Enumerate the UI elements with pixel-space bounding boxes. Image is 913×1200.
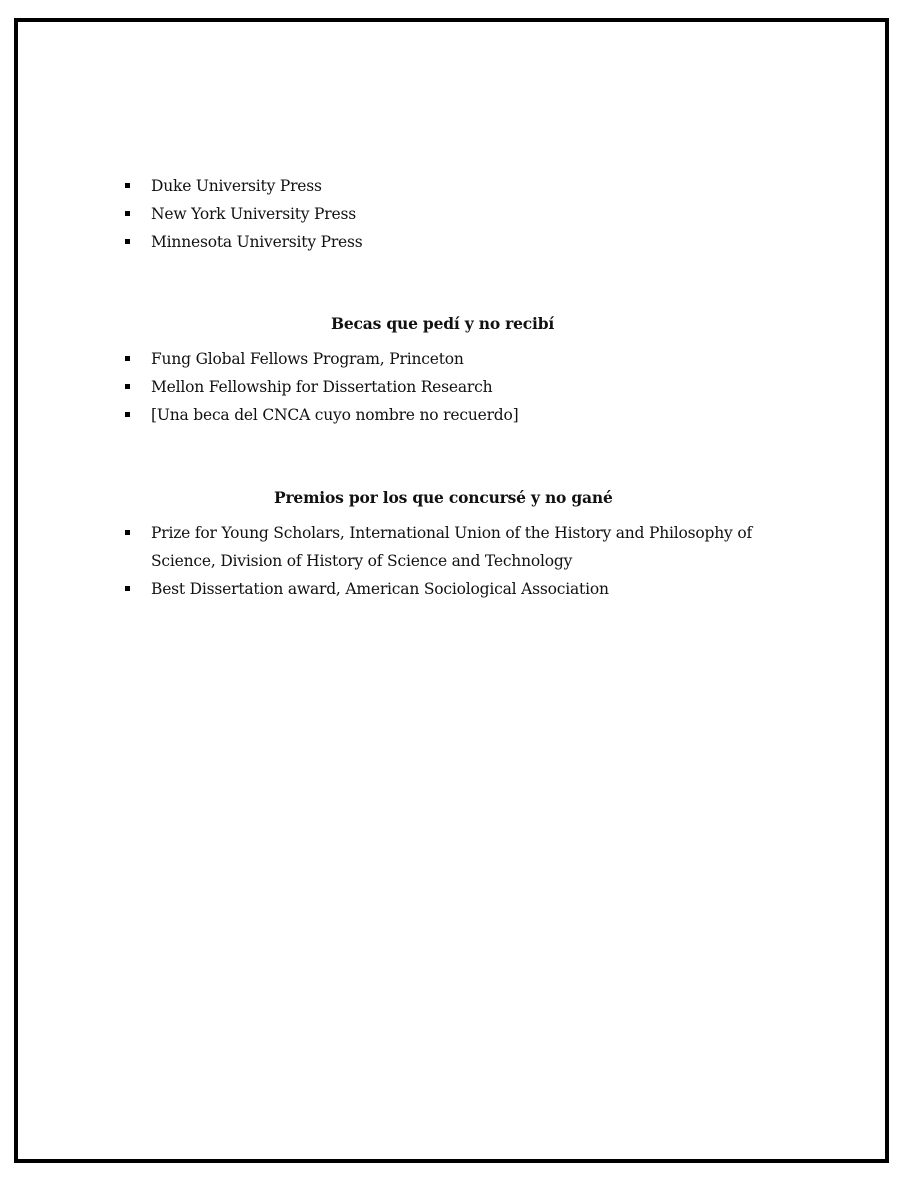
- presses-list: [114, 172, 811, 256]
- square-bullet-icon: [125, 211, 130, 216]
- list-item: [114, 401, 811, 429]
- list-item-text: Duke University Press: [151, 177, 322, 195]
- square-bullet-icon: [125, 530, 130, 535]
- square-bullet-icon: [125, 356, 130, 361]
- list-item-text: Minnesota University Press: [151, 233, 363, 251]
- list-item: [114, 519, 811, 575]
- becas-list: [114, 345, 811, 429]
- list-item: [114, 345, 811, 373]
- list-item-text: Best Dissertation award, American Sociological Association: [151, 580, 609, 598]
- square-bullet-icon: [125, 384, 130, 389]
- list-item: [114, 200, 811, 228]
- list-item-text: Prize for Young Scholars, International Union of the History and Philosophy of Science, Division of History of Science and Technology: [151, 524, 753, 570]
- square-bullet-icon: [125, 412, 130, 417]
- list-item-text: New York University Press: [151, 205, 356, 223]
- list-item: [114, 373, 811, 401]
- page-frame: [14, 18, 889, 1163]
- list-item-text: Mellon Fellowship for Dissertation Research: [151, 378, 493, 396]
- list-item: [114, 228, 811, 256]
- list-item-text: Fung Global Fellows Program, Princeton: [151, 350, 464, 368]
- list-item: [114, 172, 811, 200]
- square-bullet-icon: [125, 183, 130, 188]
- becas-heading: Becas que pedí y no recibí: [331, 314, 555, 333]
- square-bullet-icon: [125, 586, 130, 591]
- premios-list: [114, 519, 811, 603]
- list-item: [114, 575, 811, 603]
- square-bullet-icon: [125, 239, 130, 244]
- premios-heading: Premios por los que concursé y no gané: [274, 488, 613, 507]
- list-item-text: [Una beca del CNCA cuyo nombre no recuerdo]: [151, 406, 519, 424]
